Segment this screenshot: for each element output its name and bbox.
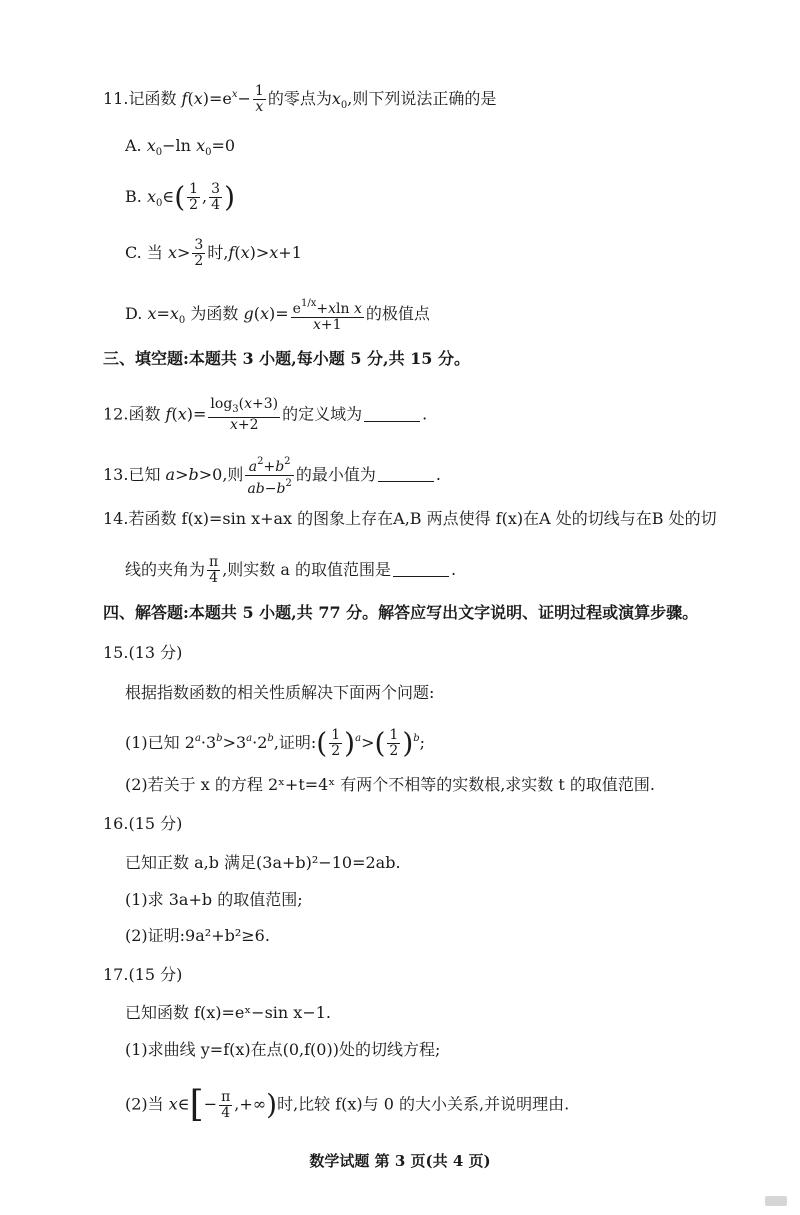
q11-option-c: C. 当 x> $\frac{3}{2}$ 时,f(x)>x+1 bbox=[125, 237, 302, 269]
q13-answer-blank[interactable] bbox=[378, 467, 434, 482]
q14-answer-blank[interactable] bbox=[393, 562, 449, 577]
q14-line1: 14.若函数 f(x)=sin x+ax 的图象上存在A,B 两点使得 f(x)在A 处的切线与在B 处的切 bbox=[103, 509, 717, 528]
q17-head: 17.(15 分) bbox=[103, 965, 183, 984]
q15-intro: 根据指数函数的相关性质解决下面两个问题: bbox=[125, 683, 435, 702]
q11-tail: ,则下列说法正确的是 bbox=[347, 89, 497, 108]
q11-suffix: 的零点为 bbox=[267, 89, 332, 108]
page-footer: 数学试题 第 3 页(共 4 页) bbox=[309, 1152, 491, 1170]
q15-head: 15.(13 分) bbox=[103, 643, 183, 662]
q17-intro: 已知函数 f(x)=eˣ−sin x−1. bbox=[125, 1003, 331, 1022]
q11-prefix: 11.记函数 bbox=[103, 89, 182, 108]
q17-part2: (2)当 x∈[− $\frac{\pi}{4}$ ,+∞)时,比较 f(x)与 0 的大小关系,并说明理由. bbox=[125, 1084, 570, 1125]
q12-answer-blank[interactable] bbox=[364, 407, 420, 422]
watermark-logo bbox=[765, 1196, 787, 1206]
q11-stem: 11.记函数 $f(x)=e^x-$ $\frac{1}{x}$ 的零点为$x_0$,则下列说法正确的是 bbox=[103, 83, 497, 115]
q16-intro: 已知正数 a,b 满足(3a+b)²−10=2ab. bbox=[125, 853, 401, 872]
q14-line2: 线的夹角为 $\frac{\pi}{4}$ ,则实数 a 的取值范围是 . bbox=[125, 554, 457, 586]
q16-part2: (2)证明:9a²+b²≥6. bbox=[125, 926, 270, 945]
q11-option-a: A. $x_0-\ln$ $x_0=0$ bbox=[125, 136, 236, 158]
q16-head: 16.(15 分) bbox=[103, 814, 183, 833]
q11-fraction: $\frac{1}{x}$ bbox=[254, 83, 264, 115]
q11-option-b: B. $x_0\in$( $\frac{1}{2}$ , $\frac{3}{4}$ ) bbox=[125, 180, 235, 214]
q12: 12.函数 f(x)= $\frac{\log_3(x+3)}{x+2}$ 的定义域为 . bbox=[103, 396, 428, 433]
section-fill-in-heading: 三、填空题:本题共 3 小题,每小题 5 分,共 15 分。 bbox=[103, 349, 471, 368]
section-solve-heading: 四、解答题:本题共 5 小题,共 77 分。解答应写出文字说明、证明过程或演算步骤。 bbox=[103, 603, 699, 622]
q17-part1: (1)求曲线 y=f(x)在点(0,f(0))处的切线方程; bbox=[125, 1040, 441, 1059]
q15-part2: (2)若关于 x 的方程 2ˣ+t=4ˣ 有两个不相等的实数根,求实数 t 的取值范围. bbox=[125, 775, 655, 794]
q13: 13.已知 a>b>0,则 $\frac{a^2+b^2}{ab-b^2}$ 的最小值为 . bbox=[103, 456, 441, 497]
q15-part1: (1)已知 $2^a\cdot 3^b>3^a\cdot 2^b$,证明:( $\frac{1}{2}$ )$^a$>( $\frac{1}{2}$ )$^b$; bbox=[125, 726, 426, 760]
q11-option-d: D. $x=x_0$ 为函数 g(x)= $\frac{e^{1/x}+xln x}{x+1}$ 的极值点 bbox=[125, 298, 430, 333]
q16-part1: (1)求 3a+b 的取值范围; bbox=[125, 890, 303, 909]
